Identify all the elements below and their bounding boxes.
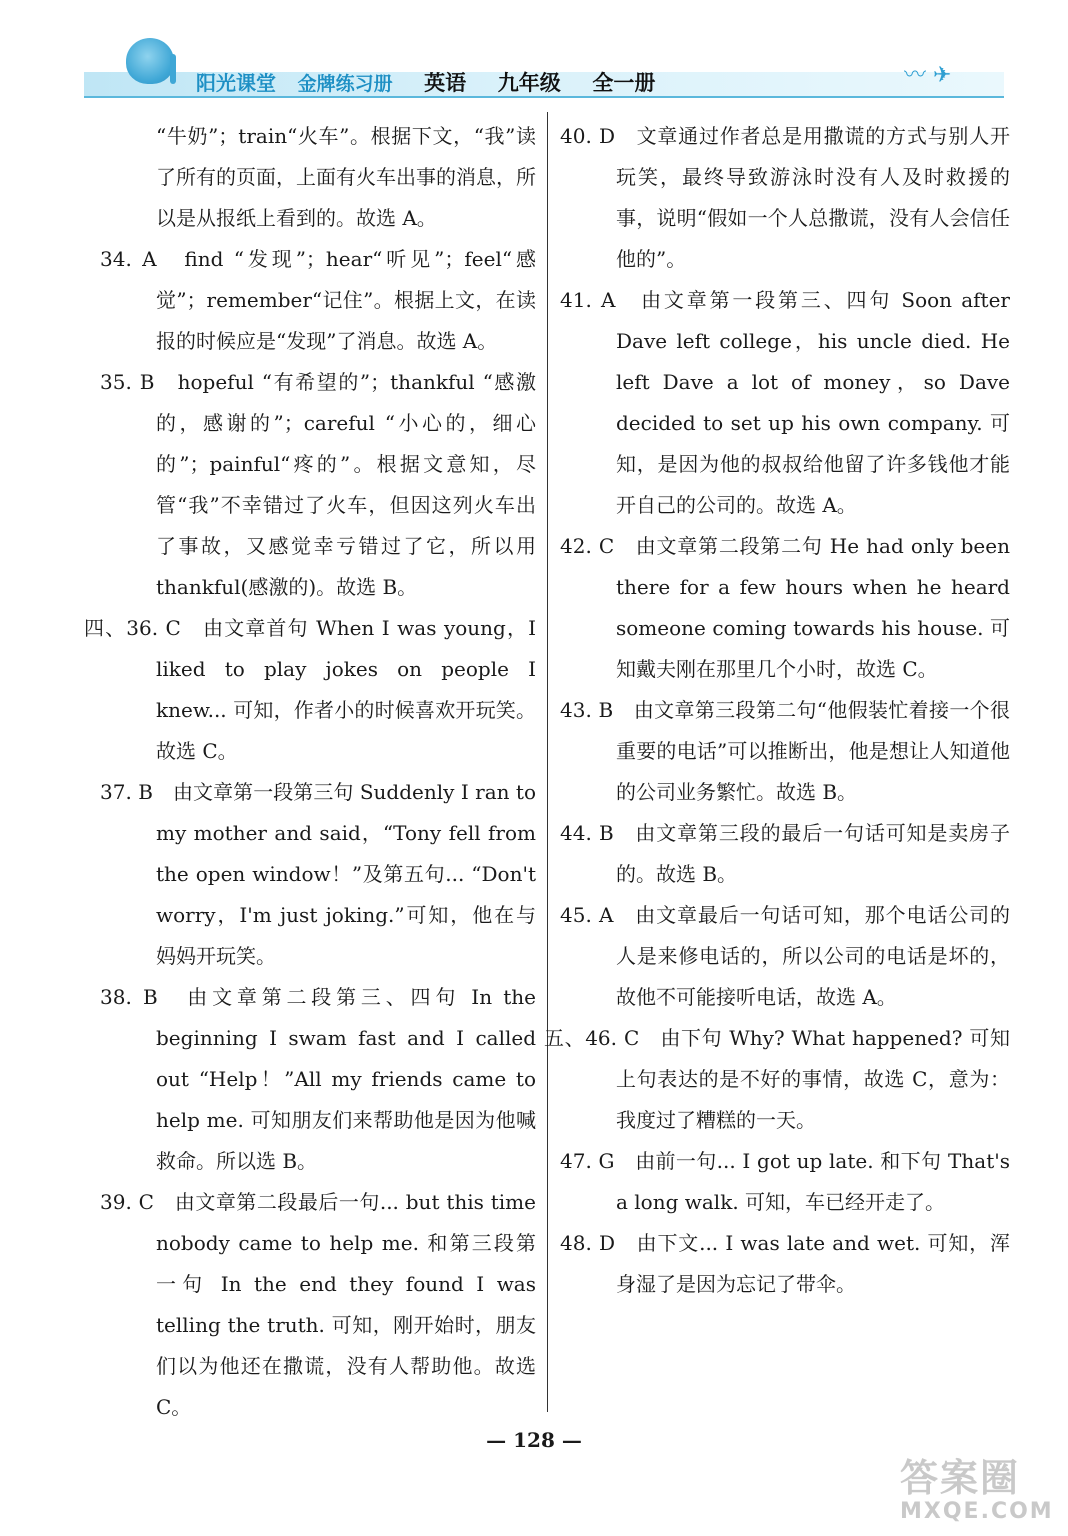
answer-42: 42. C 由文章第二段第二句 He had only been there for a few hours when he heard someone coming towards his house. 可知戴夫刚在那里几个小时，故选 C。 <box>560 534 1010 681</box>
answer-45: 45. A 由文章最后一句话可知，那个电话公司的人是来修电话的，所以公司的电话是坏的，故他不可能接听电话，故选 A。 <box>560 903 1010 1009</box>
logo-tree-icon <box>126 38 174 84</box>
answer-43: 43. B 由文章第三段第二句“他假装忙着接一个很重要的电话”可以推断出，他是想让人知道他的公司业务繁忙。故选 B。 <box>560 698 1010 804</box>
answer-34: 34. A find “发现”；hear“听见”；feel“感觉”；remember“记住”。根据上文，在读报的时候应是“发现”了消息。故选 A。 <box>100 247 536 353</box>
answer-33-continued: “牛奶”；train“火车”。根据下文，“我”读了所有的页面，上面有火车出事的消息，所以是从报纸上看到的。故选 A。 <box>156 124 536 230</box>
answer-35: 35. B hopeful “有希望的”；thankful “感激的，感谢的”；careful “小心的，细心的”；painful“疼的”。根据文意知，尽管“我”不幸错过了火车，但因这列火车出了事故，又感觉幸亏错过了它，所以用 thankful(感激的)。故选 B。 <box>100 370 536 599</box>
answer-44: 44. B 由文章第三段的最后一句话可知是卖房子的。故选 B。 <box>560 821 1010 886</box>
right-column <box>544 116 1010 1305</box>
column-divider <box>547 112 548 1412</box>
page-number: — 128 — <box>486 1428 582 1452</box>
answer-38: 38. B 由文章第二段第三、四句 In the beginning I swam fast and I called out “Help！”All my friends came to help me. 可知朋友们来帮助他是因为他喊救命。所以选 B。 <box>100 985 536 1173</box>
answer-37: 37. B 由文章第一段第三句 Suddenly I ran to my mother and said，“Tony fell from the open window！”及第五句... “Don't worry，I'm just joking.”可知，他在与妈妈开玩笑。 <box>100 780 536 968</box>
answer-36: 四、36. C 由文章首句 When I was young，I liked to play jokes on people I knew... 可知，作者小的时候喜欢开玩笑。故选 C。 <box>84 616 536 763</box>
left-column <box>84 116 536 1428</box>
answer-39: 39. C 由文章第二段最后一句... but this time nobody came to help me. 和第三段第一句 In the end they found I was telling the truth. 可知，刚开始时，朋友们以为他还在撒谎，没有人帮助他。故选 C。 <box>100 1190 536 1419</box>
grade: 九年级 <box>497 71 561 95</box>
logo-stem-icon <box>170 54 176 84</box>
answer-41: 41. A 由文章第一段第三、四句 Soon after Dave left college，his uncle died. He left Dave a lot of money，so Dave decided to set up his own company. 可知，是因为他的叔叔给他留了许多钱他才能开自己的公司的。故选 A。 <box>560 288 1010 517</box>
answer-48: 48. D 由下文... I was late and wet. 可知，浑身湿了是因为忘记了带伞。 <box>560 1231 1010 1296</box>
book-name: 金牌练习册 <box>297 73 393 95</box>
watermark-cn: 答案圈 <box>900 1456 1021 1500</box>
answer-40: 40. D 文章通过作者总是用撒谎的方式与别人开玩笑，最终导致游泳时没有人及时救援的事，说明“假如一个人总撒谎，没有人会信任他的”。 <box>560 124 1010 271</box>
answer-46: 五、46. C 由下句 Why? What happened? 可知上句表达的是不好的事情，故选 C，意为：我度过了糟糕的一天。 <box>544 1026 1010 1132</box>
watermark-logo <box>900 1456 1060 1528</box>
answer-47: 47. G 由前一句... I got up late. 和下句 That's a long walk. 可知，车已经开走了。 <box>560 1149 1010 1214</box>
watermark-url: MXQE.COM <box>900 1499 1054 1524</box>
header-title <box>196 66 681 100</box>
volume: 全一册 <box>592 71 656 95</box>
birds-icon: 〰 ✈ <box>904 63 952 88</box>
subject: 英语 <box>424 71 467 95</box>
page-header <box>84 60 1004 100</box>
series-name: 阳光课堂 <box>196 71 276 95</box>
